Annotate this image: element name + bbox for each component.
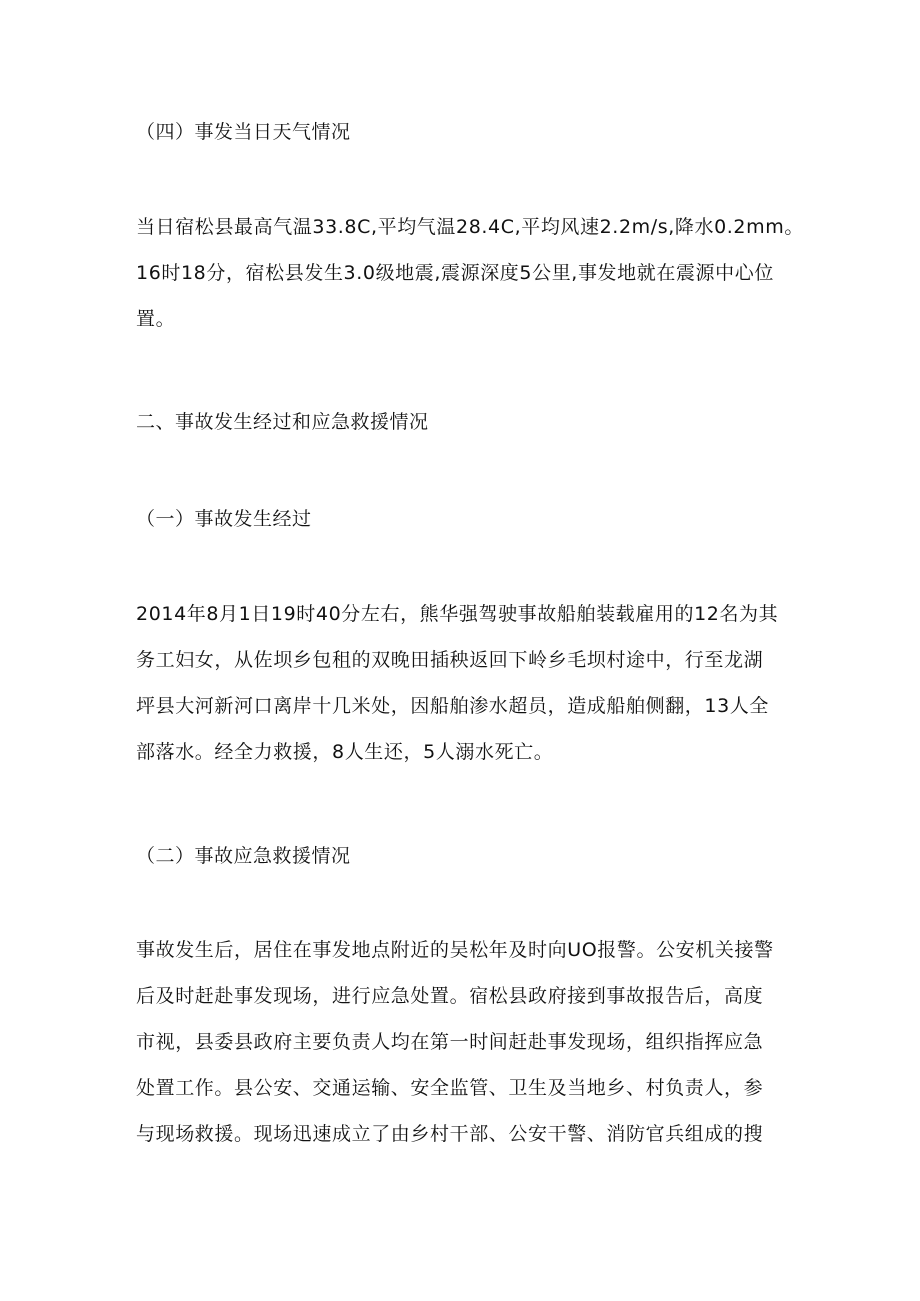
paragraph-line: 与现场救援。现场迅速成立了由乡村干部、公安干警、消防官兵组成的搜 — [136, 1123, 764, 1145]
paragraph-rescue — [136, 927, 791, 1157]
paragraph-line: 16时18分，宿松县发生3.0级地震,震源深度5公里,事发地就在震源中心位 — [136, 262, 774, 284]
paragraph-line: 当日宿松县最高气温33.8C,平均气温28.4C,平均风速2.2m∕s,降水0.2mm。 — [136, 216, 804, 238]
paragraph-line: 坪县大河新河口离岸十几米处，因船舶渗水超员，造成船舶侧翻，13人全 — [136, 695, 769, 717]
paragraph-line: 2014年8月1日19时40分左右，熊华强驾驶事故船舶装载雇用的12名为其 — [136, 603, 779, 625]
paragraph-line: 务工妇女，从佐坝乡包租的双晚田插秧返回下岭乡毛坝村途中，行至龙湖 — [136, 649, 764, 671]
section-heading-weather: （四）事发当日天气情况 — [136, 121, 351, 143]
paragraph-line: 处置工作。县公安、交通运输、安全监管、卫生及当地乡、村负责人，参 — [136, 1077, 764, 1099]
paragraph-accident-process — [136, 591, 791, 775]
paragraph-weather — [136, 204, 804, 342]
paragraph-line: 市视，县委县政府主要负责人均在第一时间赶赴事发现场，组织指挥应急 — [136, 1031, 764, 1053]
section-heading-process-and-rescue: 二、事故发生经过和应急救援情况 — [136, 411, 429, 433]
section-heading-accident-process: （一）事故发生经过 — [136, 508, 312, 530]
paragraph-line: 事故发生后，居住在事发地点附近的吴松年及时向UO报警。公安机关接警 — [136, 939, 774, 961]
paragraph-line: 后及时赶赴事发现场，进行应急处置。宿松县政府接到事故报告后，高度 — [136, 985, 764, 1007]
paragraph-line: 部落水。经全力救援，8人生还，5人溺水死亡。 — [136, 741, 554, 763]
paragraph-line: 置。 — [136, 308, 176, 330]
section-heading-rescue: （二）事故应急救援情况 — [136, 845, 351, 867]
